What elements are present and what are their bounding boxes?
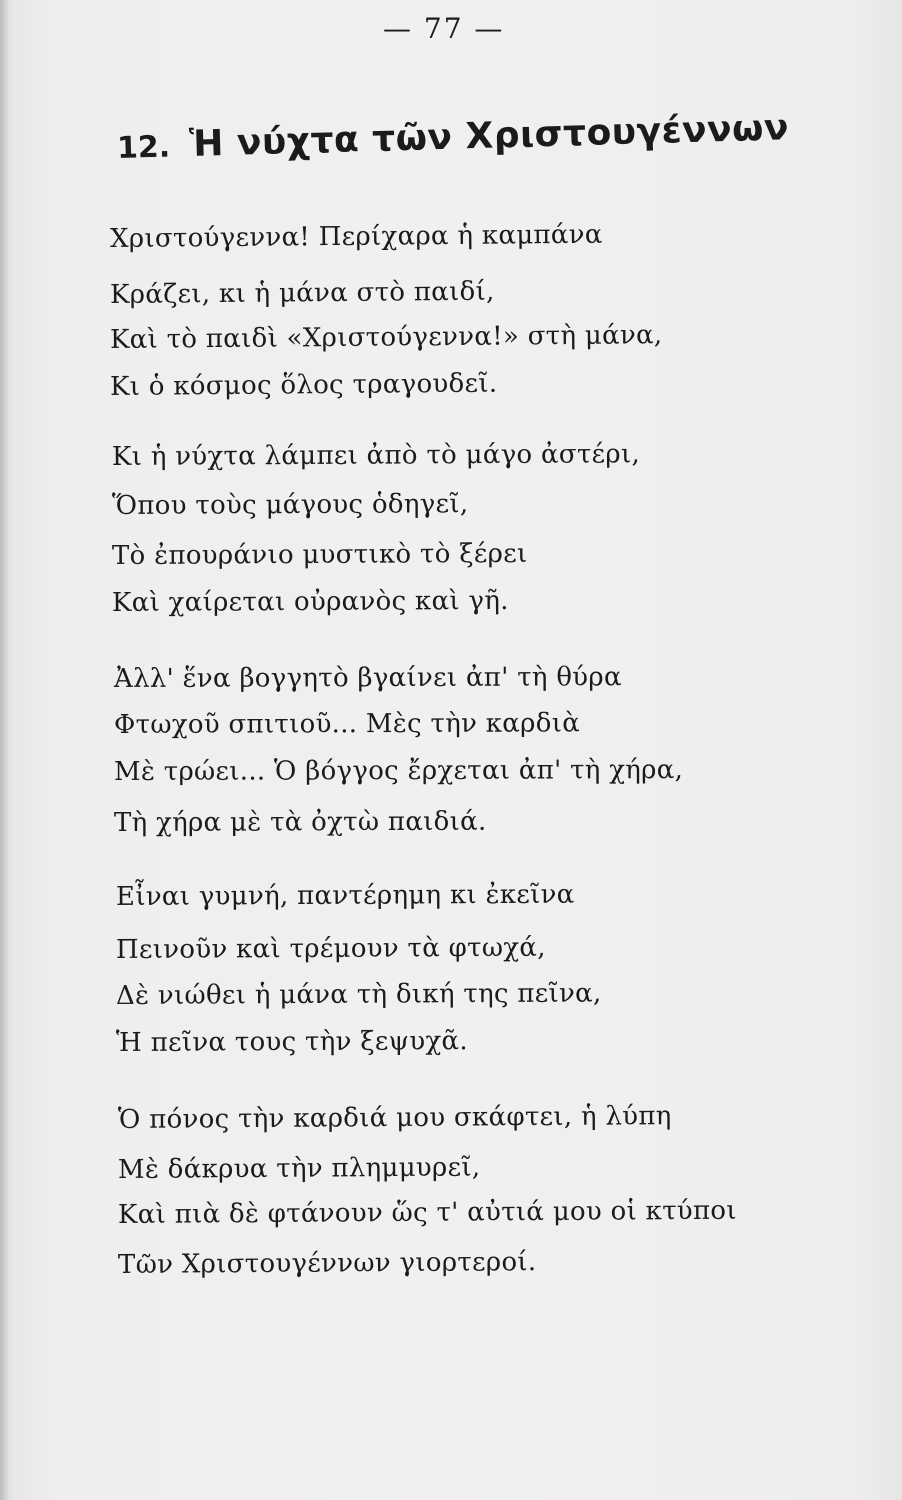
poem-line: Ὁ πόνος τὴν καρδιά μου σκάφτει, ἡ λύπη — [117, 1101, 672, 1135]
poem-line: Καὶ τὸ παιδὶ «Χριστούγεννα!» στὴ μάνα, — [109, 320, 663, 355]
poem-heading — [116, 107, 789, 167]
page-gutter-shadow — [0, 0, 8, 1500]
poem-title: Ἡ νύχτα τῶν Χριστουγέννων — [188, 107, 790, 165]
poem-line: Ἡ πεῖνα τους τὴν ξεψυχᾶ. — [115, 1026, 468, 1058]
poem-line: Πεινοῦν καὶ τρέμουν τὰ φτωχά, — [115, 932, 546, 965]
poem-line: Τὸ ἐπουράνιο μυστικὸ τὸ ξέρει — [111, 538, 528, 571]
poem-line: Χριστούγεννα! Περίχαρα ἡ καμπάνα — [109, 219, 603, 254]
poem-line: Κράζει, κι ἡ μάνα στὸ παιδί, — [109, 276, 495, 310]
poem-line: Τὴ χήρα μὲ τὰ ὀχτὼ παιδιά. — [113, 806, 487, 838]
poem-line: Εἶναι γυμνή, παντέρημη κι ἐκεῖνα — [115, 879, 575, 912]
poem-line: Καὶ πιὰ δὲ φτάνουν ὥς τ' αὐτιά μου οἱ κτύποι — [117, 1195, 737, 1230]
poem-line: Καὶ χαίρεται οὐρανὸς καὶ γῆ. — [111, 585, 509, 618]
poem-line: Μὲ δάκρυα τὴν πλημμυρεῖ, — [117, 1152, 481, 1185]
poem-line: Κι ὁ κόσμος ὅλος τραγουδεῖ. — [109, 368, 498, 402]
poem-line: Ὅπου τοὺς μάγους ὁδηγεῖ, — [111, 489, 469, 521]
poem-line: Μὲ τρώει... Ὁ βόγγος ἔρχεται ἀπ' τὴ χήρα, — [113, 755, 684, 787]
poem-line: Ἀλλ' ἕνα βογγητὸ βγαίνει ἀπ' τὴ θύρα — [113, 662, 622, 694]
poem-line: Κι ἡ νύχτα λάμπει ἀπὸ τὸ μάγο ἀστέρι, — [111, 439, 641, 472]
poem-line: Τῶν Χριστουγέννων γιορτεροί. — [117, 1247, 537, 1280]
poem-line: Φτωχοῦ σπιτιοῦ... Μὲς τὴν καρδιὰ — [113, 708, 581, 740]
poem-line: Δὲ νιώθει ἡ μάνα τὴ δική της πεῖνα, — [115, 978, 602, 1011]
poem-number: 12. — [116, 129, 171, 166]
page-number: — 77 — — [383, 12, 505, 45]
